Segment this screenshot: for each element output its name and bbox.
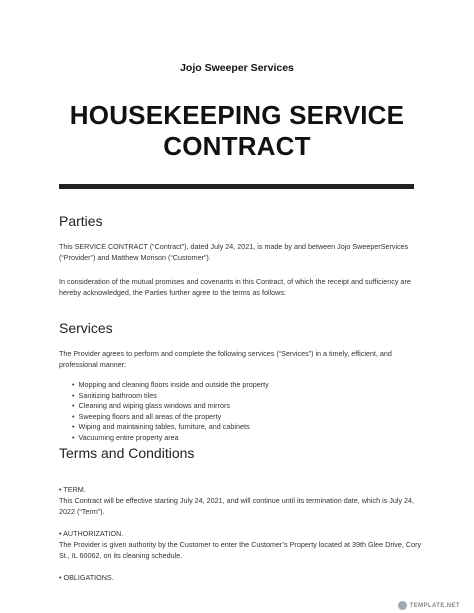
obligations-label: • OBLIGATIONS. bbox=[59, 573, 114, 582]
authorization-label: • AUTHORIZATION. bbox=[59, 529, 124, 538]
title-line-2: CONTRACT bbox=[163, 131, 311, 161]
parties-paragraph-1: This SERVICE CONTRACT (“Contract”), dated July 24, 2021, is made by and between Jojo SweeperServices (“Provider”) and Matthew Morison (“Customer”). bbox=[59, 242, 409, 262]
services-heading: Services bbox=[59, 320, 113, 336]
list-item: • Sanitizing bathroom tiles bbox=[72, 391, 269, 402]
parties-paragraph-2: In consideration of the mutual promises and covenants in this Contract, of which the receipt and sufficiency are hereby acknowledged, the Parties further agree to the terms as follows: bbox=[59, 277, 411, 297]
document-title bbox=[0, 100, 474, 162]
list-item: • Sweeping floors and all areas of the property bbox=[72, 412, 269, 423]
title-divider bbox=[59, 184, 414, 189]
list-item: • Cleaning and wiping glass windows and mirrors bbox=[72, 401, 269, 412]
authorization-text: The Provider is given authority by the Customer to enter the Customer’s Property located at 39th Glee Drive, Cory St., IL 60062, on its cleaning schedule. bbox=[59, 540, 422, 560]
term-text: This Contract will be effective starting July 24, 2021, and will continue until its termination date, which is July 24, 2022 (“Term”). bbox=[59, 496, 415, 516]
watermark bbox=[398, 601, 460, 610]
services-list bbox=[72, 380, 269, 444]
watermark-text: TEMPLATE.NET bbox=[409, 602, 460, 609]
list-item: • Mopping and cleaning floors inside and outside the property bbox=[72, 380, 269, 391]
services-intro: The Provider agrees to perform and complete the following services (“Services”) in a timely, efficient, and professional manner: bbox=[59, 349, 392, 369]
list-item: • Wiping and maintaining tables, furniture, and cabinets bbox=[72, 422, 269, 433]
template-net-logo-icon bbox=[398, 601, 407, 610]
title-line-1: HOUSEKEEPING SERVICE bbox=[69, 100, 405, 130]
list-item: • Vacuuming entire property area bbox=[72, 433, 269, 444]
terms-heading: Terms and Conditions bbox=[59, 445, 195, 461]
term-label: • TERM. bbox=[59, 485, 86, 494]
parties-heading: Parties bbox=[59, 213, 103, 229]
company-name: Jojo Sweeper Services bbox=[180, 62, 294, 74]
